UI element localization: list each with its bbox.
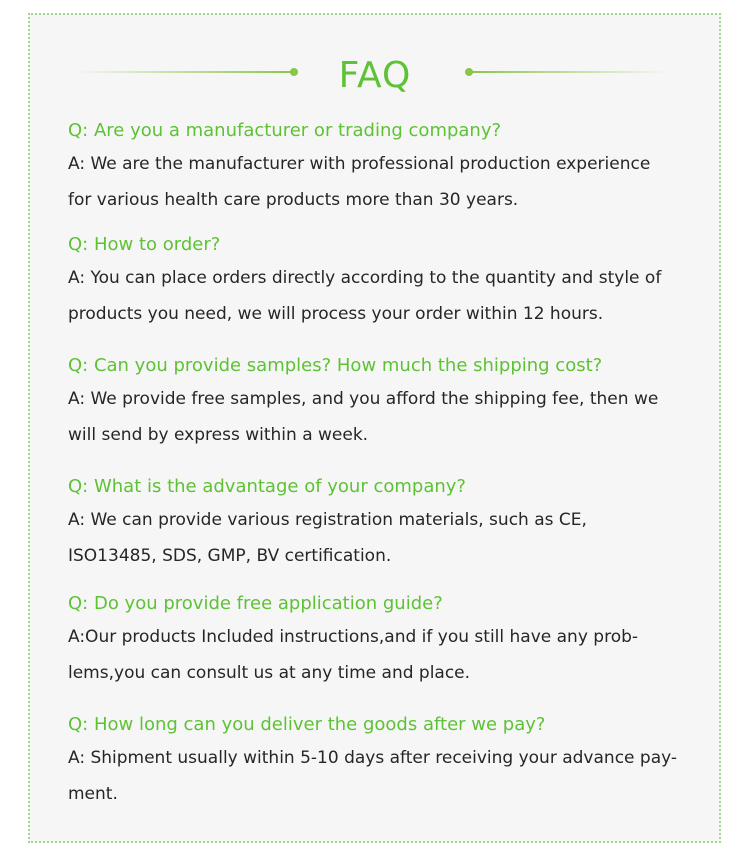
- faq-item-6: [68, 712, 698, 812]
- faq-item-1: [68, 118, 698, 218]
- faq-question: Q: Do you provide free application guide?: [68, 593, 443, 614]
- faq-question: Q: Are you a manufacturer or trading company?: [68, 120, 502, 141]
- faq-answer-line: A: You can place orders directly according to the quantity and style of: [68, 268, 662, 288]
- faq-question: Q: How to order?: [68, 234, 221, 255]
- faq-answer-line: A:Our products Included instructions,and if you still have any prob-: [68, 627, 639, 647]
- faq-answer-line: A: We can provide various registration materials, such as CE,: [68, 510, 587, 530]
- title-divider-right: [469, 71, 669, 73]
- faq-answer-line: A: Shipment usually within 5-10 days after receiving your advance pay-: [68, 748, 678, 768]
- faq-answer-line: lems,you can consult us at any time and place.: [68, 663, 471, 683]
- faq-question: Q: What is the advantage of your company?: [68, 476, 466, 497]
- faq-item-2: [68, 232, 698, 332]
- faq-answer-line: ISO13485, SDS, GMP, BV certification.: [68, 546, 392, 566]
- faq-question: Q: Can you provide samples? How much the shipping cost?: [68, 355, 603, 376]
- faq-question: Q: How long can you deliver the goods after we pay?: [68, 714, 546, 735]
- faq-item-3: [68, 353, 698, 453]
- faq-item-5: [68, 591, 698, 691]
- faq-answer-line: A: We provide free samples, and you afford the shipping fee, then we: [68, 389, 659, 409]
- faq-answer-line: ment.: [68, 784, 118, 804]
- faq-answer-line: will send by express within a week.: [68, 425, 369, 445]
- faq-answer-line: products you need, we will process your order within 12 hours.: [68, 304, 604, 324]
- faq-answer-line: A: We are the manufacturer with professional production experience: [68, 154, 651, 174]
- faq-item-4: [68, 474, 698, 574]
- faq-answer-line: for various health care products more than 30 years.: [68, 190, 519, 210]
- page-title: FAQ: [338, 55, 412, 96]
